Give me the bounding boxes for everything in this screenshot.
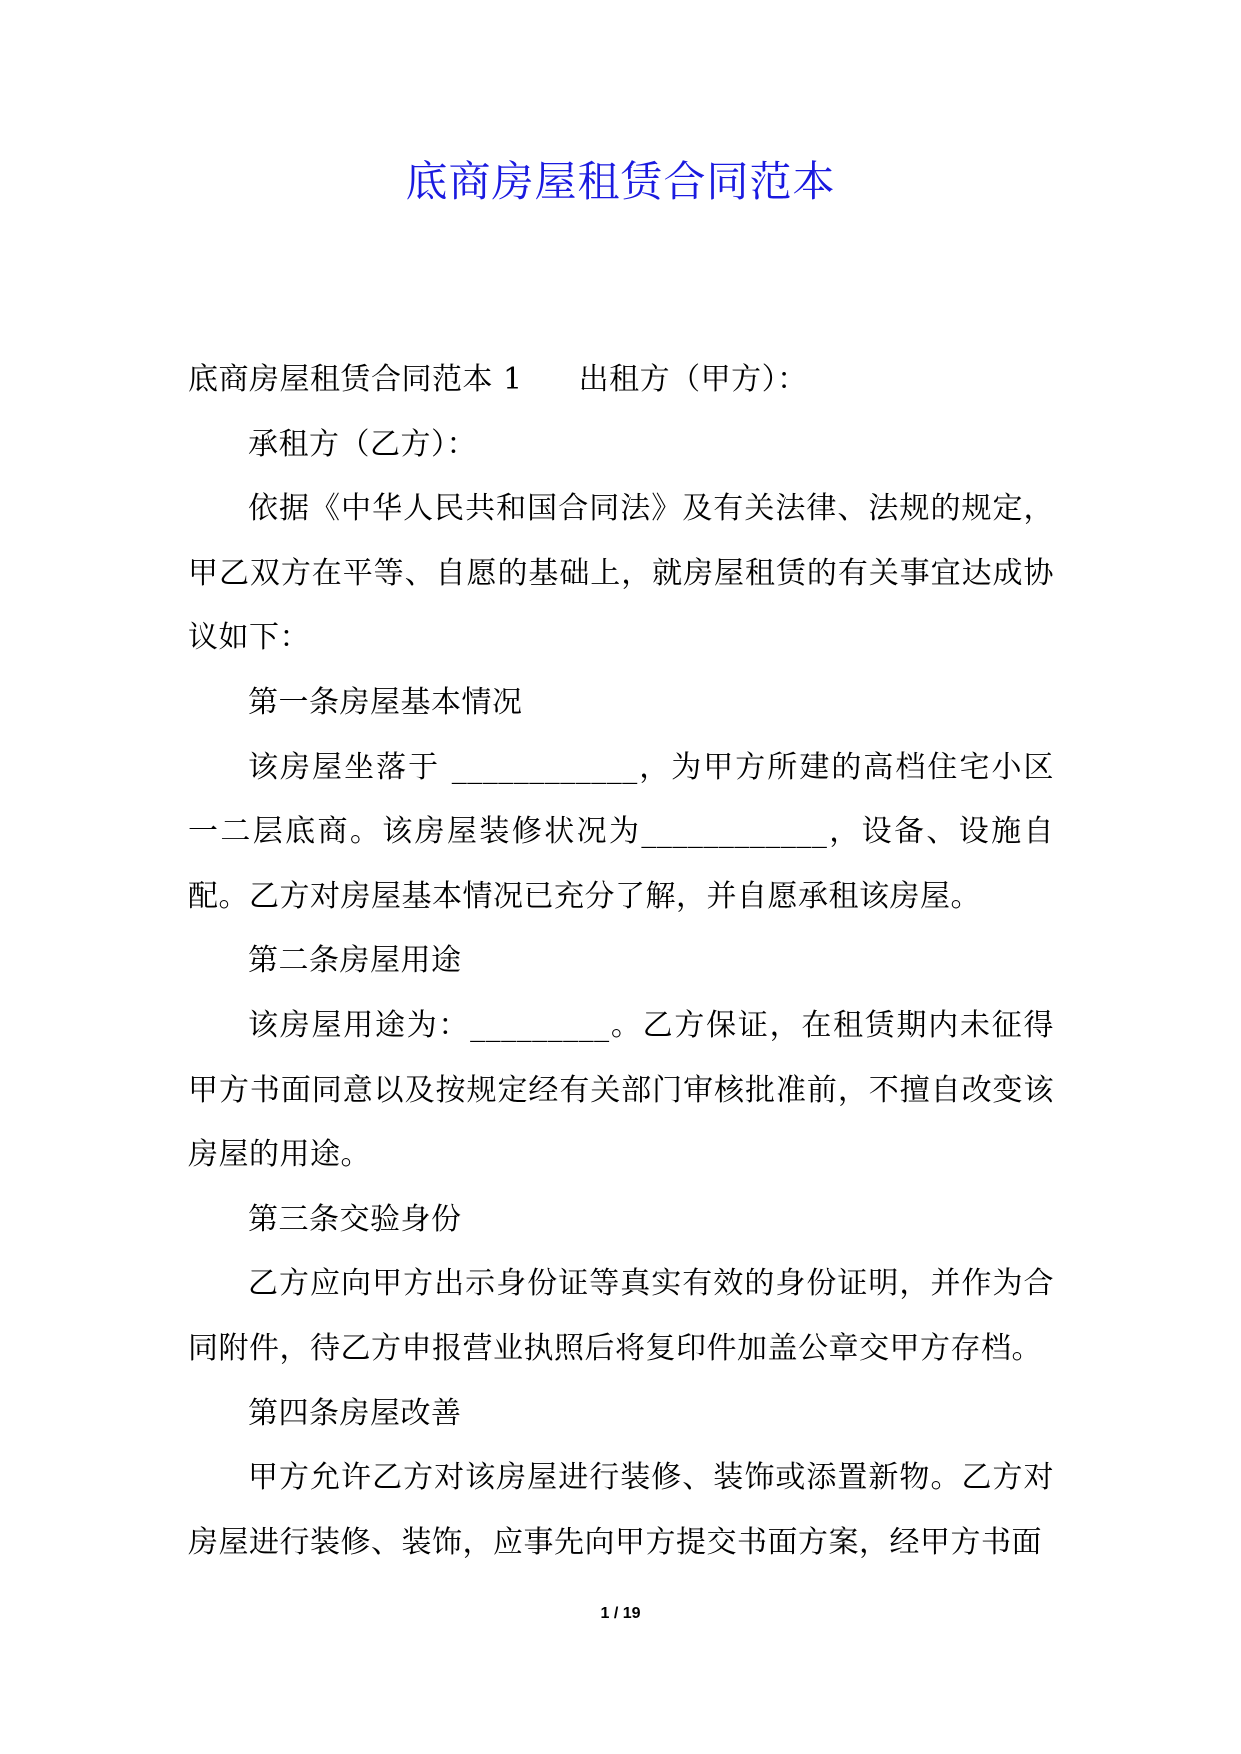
first-line bbox=[188, 348, 1054, 413]
lessee-label: 承租方（乙方）： bbox=[248, 426, 477, 462]
article-paragraph: 乙方应向甲方出示身份证等真实有效的身份证明，并作为合同附件，待乙方申报营业执照后将复印件加盖公章交甲方存档。 bbox=[188, 1266, 1054, 1366]
article-heading: 第四条房屋改善 bbox=[248, 1395, 462, 1431]
lessor-label: 出租方（甲方）： bbox=[578, 362, 808, 397]
preamble-paragraph: 依据《中华人民共和国合同法》及有关法律、法规的规定，甲乙双方在平等、自愿的基础上，就房屋租赁的有关事宜达成协议如下： bbox=[188, 491, 1054, 656]
article-heading: 第三条交验身份 bbox=[248, 1201, 462, 1237]
article-paragraph: 甲方允许乙方对该房屋进行装修、装饰或添置新物。乙方对房屋进行装修、装饰，应事先向甲方提交书面方案，经甲方书面 bbox=[188, 1460, 1054, 1560]
article-heading: 第二条房屋用途 bbox=[248, 943, 462, 979]
page-title: 底商房屋租赁合同范本 bbox=[405, 157, 836, 206]
article-heading: 第一条房屋基本情况 bbox=[248, 684, 523, 720]
contract-number-label: 底商房屋租赁合同范本 1 bbox=[188, 362, 523, 397]
document-body bbox=[188, 348, 1054, 1575]
article-paragraph: 该房屋坐落于 ____________，为甲方所建的高档住宅小区一二层底商。该房屋装修状况为____________，设备、设施自配。乙方对房屋基本情况已充分了解，并自愿承租该房屋。 bbox=[188, 749, 1054, 914]
page-number: 1 / 19 bbox=[600, 1605, 641, 1622]
article-paragraph: 该房屋用途为：_________。乙方保证，在租赁期内未征得甲方书面同意以及按规定经有关部门审核批准前，不擅自改变该房屋的用途。 bbox=[188, 1007, 1054, 1173]
